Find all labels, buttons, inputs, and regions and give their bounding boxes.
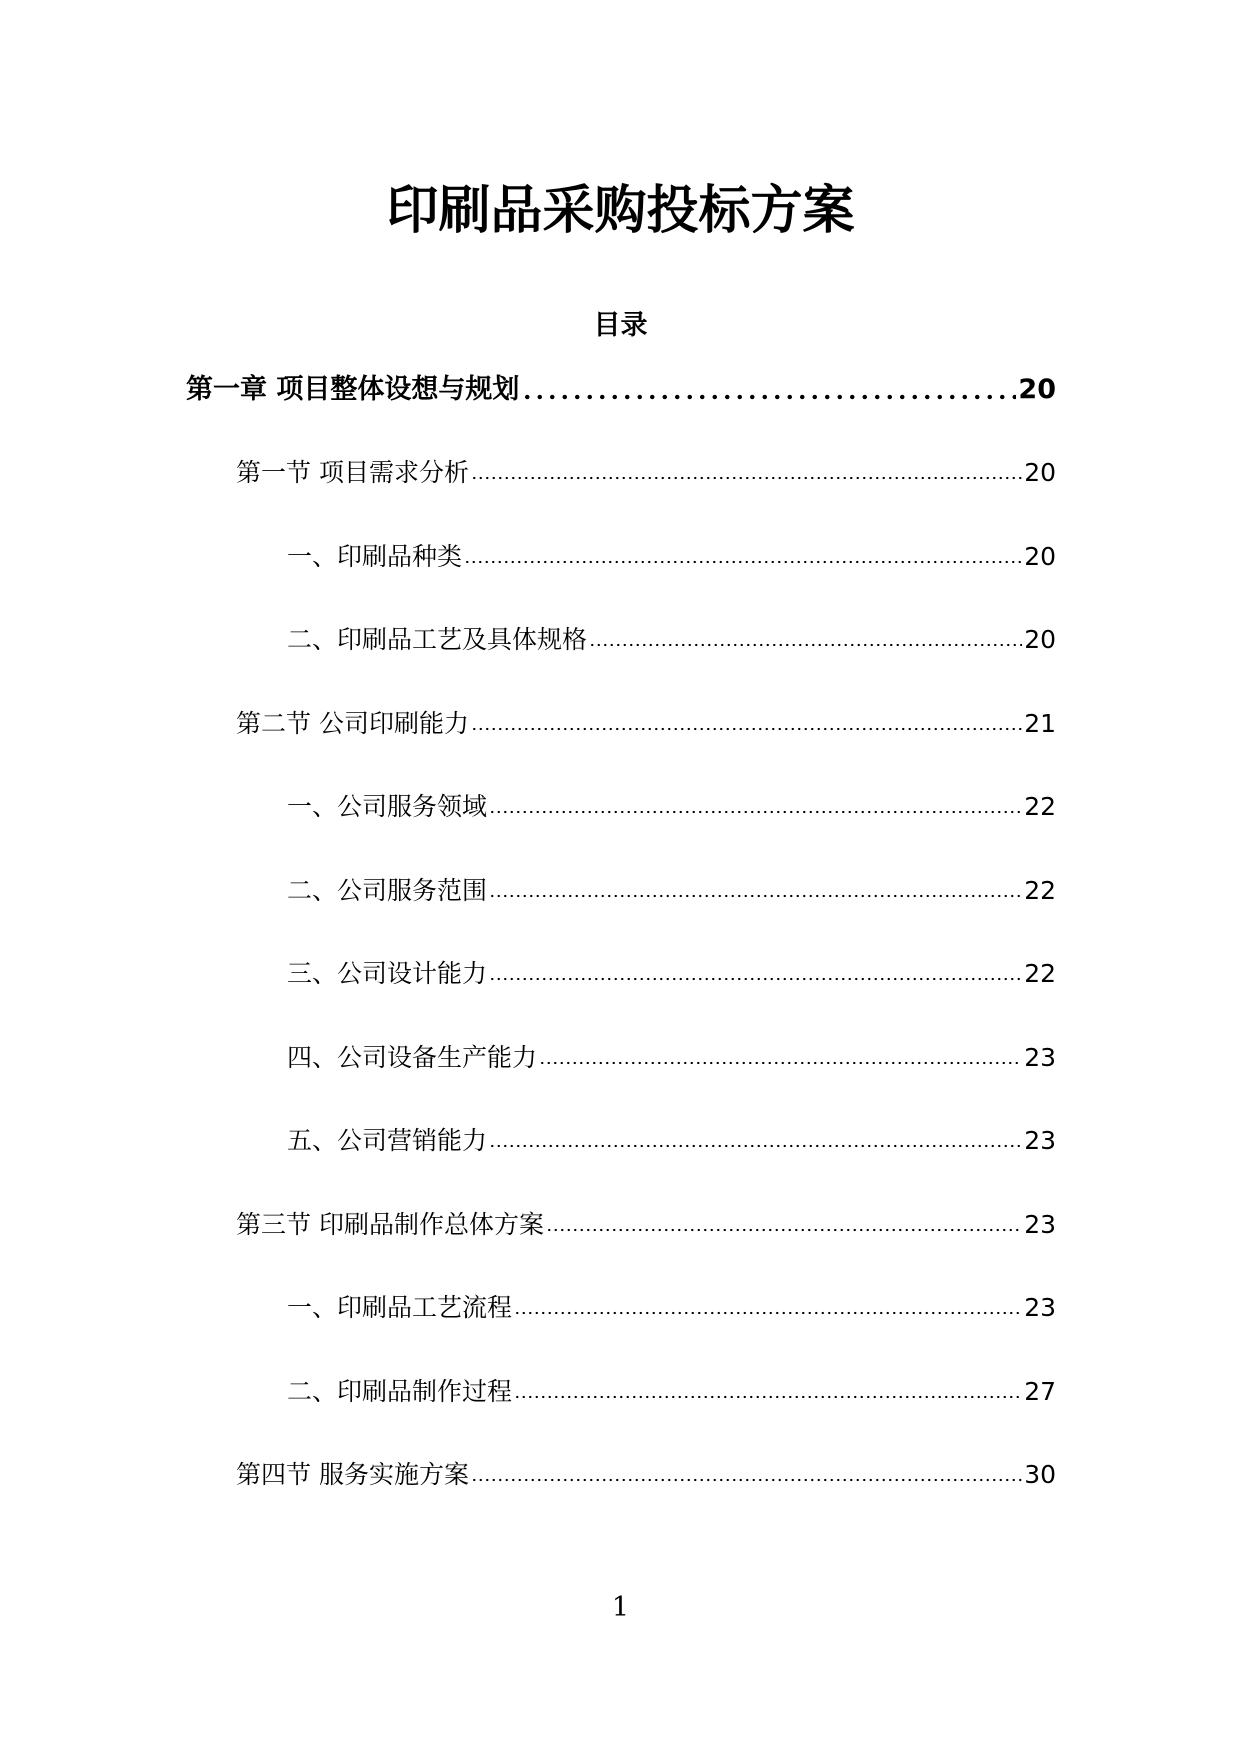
toc-entry-title: 三、公司设计能力 (287, 959, 488, 988)
toc-entry-item[interactable] (287, 540, 1056, 574)
toc-entry-item[interactable] (287, 1124, 1056, 1158)
toc-entry-title: 第四节 服务实施方案 (236, 1460, 469, 1489)
toc-entry-page: 22 (1024, 876, 1056, 905)
toc-dot-leader (464, 558, 1022, 566)
toc-entry-page: 20 (1024, 542, 1056, 571)
toc-entry-page: 23 (1024, 1043, 1056, 1072)
toc-entry-title: 第一节 项目需求分析 (236, 458, 469, 487)
toc-dot-leader (489, 1142, 1022, 1150)
document-title: 印刷品采购投标方案 (386, 181, 855, 241)
toc-entry-title: 四、公司设备生产能力 (287, 1043, 538, 1072)
toc-entry-title: 第一章 项目整体设想与规划 (186, 374, 520, 405)
page-number: 1 (611, 1592, 630, 1623)
toc-entry-page: 27 (1024, 1377, 1056, 1406)
toc-entry-page: 23 (1024, 1126, 1056, 1155)
toc-entry-title: 二、印刷品工艺及具体规格 (287, 625, 588, 654)
toc-dot-leader (471, 725, 1022, 733)
toc-dot-leader (489, 808, 1022, 816)
toc-entry-title: 第三节 印刷品制作总体方案 (236, 1210, 544, 1239)
toc-entry-item[interactable] (287, 1291, 1056, 1325)
toc-dot-leader (539, 1059, 1022, 1067)
toc-dot-leader (521, 393, 1016, 401)
toc-entry-section-3[interactable] (236, 1208, 1056, 1242)
toc-dot-leader (489, 975, 1022, 983)
toc-entry-page: 20 (1024, 458, 1056, 487)
toc-dot-leader (589, 641, 1022, 649)
toc-entry-section-1[interactable] (236, 456, 1056, 490)
toc-entry-item[interactable] (287, 1041, 1056, 1075)
toc-entry-section-2[interactable] (236, 707, 1056, 741)
toc-entry-title: 五、公司营销能力 (287, 1126, 488, 1155)
toc-dot-leader (514, 1309, 1022, 1317)
toc-dot-leader (514, 1393, 1022, 1401)
toc-dot-leader (546, 1226, 1022, 1234)
toc-entry-chapter-1[interactable] (186, 373, 1056, 407)
toc-entry-section-4[interactable] (236, 1458, 1056, 1492)
toc-entry-page: 22 (1024, 792, 1056, 821)
toc-entry-title: 第二节 公司印刷能力 (236, 709, 469, 738)
toc-entry-item[interactable] (287, 1375, 1056, 1409)
toc-entry-page: 21 (1024, 709, 1056, 738)
toc-entry-page: 30 (1024, 1460, 1056, 1489)
toc-dot-leader (471, 1476, 1022, 1484)
toc-entry-title: 一、印刷品工艺流程 (287, 1293, 513, 1322)
toc-entry-title: 一、印刷品种类 (287, 542, 463, 571)
toc-entry-item[interactable] (287, 957, 1056, 991)
toc-entry-page: 23 (1024, 1210, 1056, 1239)
toc-entry-title: 二、印刷品制作过程 (287, 1377, 513, 1406)
toc-entry-title: 一、公司服务领域 (287, 792, 488, 821)
toc-entry-page: 20 (1018, 374, 1056, 405)
toc-entry-item[interactable] (287, 623, 1056, 657)
toc-entry-title: 二、公司服务范围 (287, 876, 488, 905)
toc-entry-page: 20 (1024, 625, 1056, 654)
toc-heading: 目录 (593, 310, 648, 341)
toc-entry-page: 23 (1024, 1293, 1056, 1322)
toc-entry-page: 22 (1024, 959, 1056, 988)
toc-dot-leader (489, 892, 1022, 900)
toc-dot-leader (471, 474, 1022, 482)
toc-entry-item[interactable] (287, 874, 1056, 908)
toc-entry-item[interactable] (287, 790, 1056, 824)
